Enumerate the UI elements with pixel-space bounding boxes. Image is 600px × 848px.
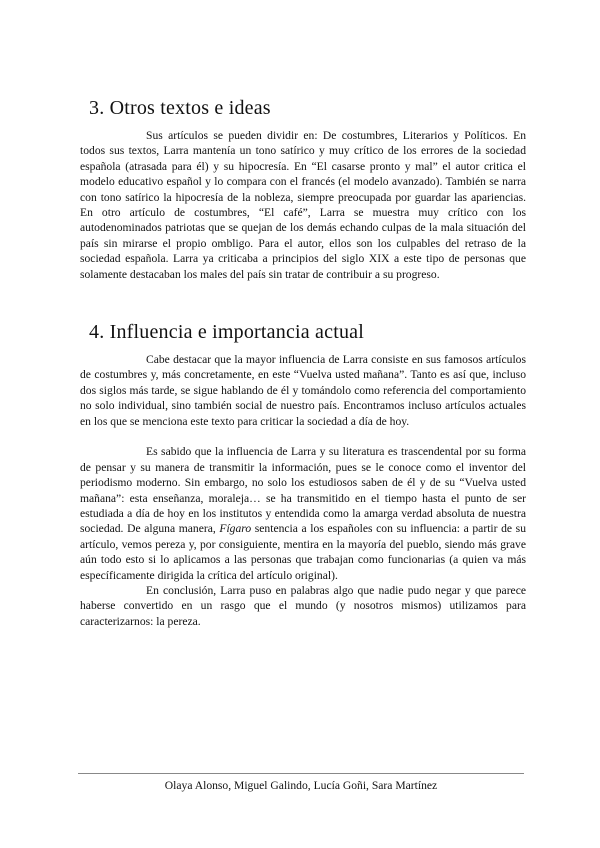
paragraph: Cabe destacar que la mayor influencia de Larra consiste en sus famosos artículos de costumbres y, más concretamente, en este “Vuelva usted mañana”. Tanto es así que, incluso dos siglos más tarde, se sigue hablando de él y tomándolo como referencia del comportamiento no solo individual, sino también social de nuestro país. Encontramos incluso artículos actuales en los que se menciona este texto para criticar la sociedad a día de hoy. (80, 353, 526, 428)
section-influencia (80, 320, 526, 629)
footer-divider (78, 773, 524, 774)
paragraph: En conclusión, Larra puso en palabras algo que nadie pudo negar y que parece haberse convertido en un rasgo que el mundo (y nosotros mismos) utilizamos para caracterizarnos: la pereza. (80, 584, 526, 628)
paragraph-text: Es sabido que la influencia de Larra y su literatura es trascendental por su forma de pensar y su manera de transmitir la información, pues se le conoce como el inventor del periodismo moderno. Sin embargo, no solo los estudiosos saben de él y de su “Vuelva usted mañana”: esta enseñanza, moraleja… se ha transmitido en el tiempo hasta el punto de ser estudiada a día de hoy en los institutos y entendida como la amarga verdad absoluta de nuestra sociedad. De alguna manera, (80, 445, 526, 536)
section-otros-textos (80, 96, 526, 282)
figaro-italic: Fígaro (219, 522, 252, 536)
section-heading: 4. Influencia e importancia actual (89, 321, 365, 343)
paragraph (80, 444, 526, 583)
footer-authors: Olaya Alonso, Miguel Galindo, Lucía Goñi, Sara Martínez (164, 779, 438, 792)
paragraph-text: sentencia a los españoles con su influencia: a partir de su artículo, vemos pereza y, por consiguiente, mentira en la mayoría del pueblo, siendo más grave aún todo esto si lo aplicamos a las personas que trabajan como funcionarias (a quien va más específicamente dirigida la crítica del artículo original). (80, 522, 526, 582)
section-heading: 3. Otros textos e ideas (89, 97, 271, 119)
paragraph: Sus artículos se pueden dividir en: De costumbres, Literarios y Políticos. En todos sus textos, Larra mantenía un tono satírico y muy crítico de los errores de la sociedad española (atrasada para él) y su hipocresía. En “El casarse pronto y mal” el autor critica el modelo educativo español y lo compara con el francés (el modelo avanzado). También se narra con tono satírico la hipocresía de la nobleza, siempre preocupada por guardar las apariencias. En otro artículo de costumbres, “El café”, Larra se muestra muy crítico con los autodenominados patriotas que se quejan de los demás echando culpas de la mala situación del país sin mirarse el propio ombligo. Para el autor, ellos son los culpables del retraso de la sociedad española. Larra ya criticaba a principios del siglo XIX a este tipo de personas que solamente destacaban los males del país sin tratar de contribuir a su progreso. (80, 129, 526, 281)
